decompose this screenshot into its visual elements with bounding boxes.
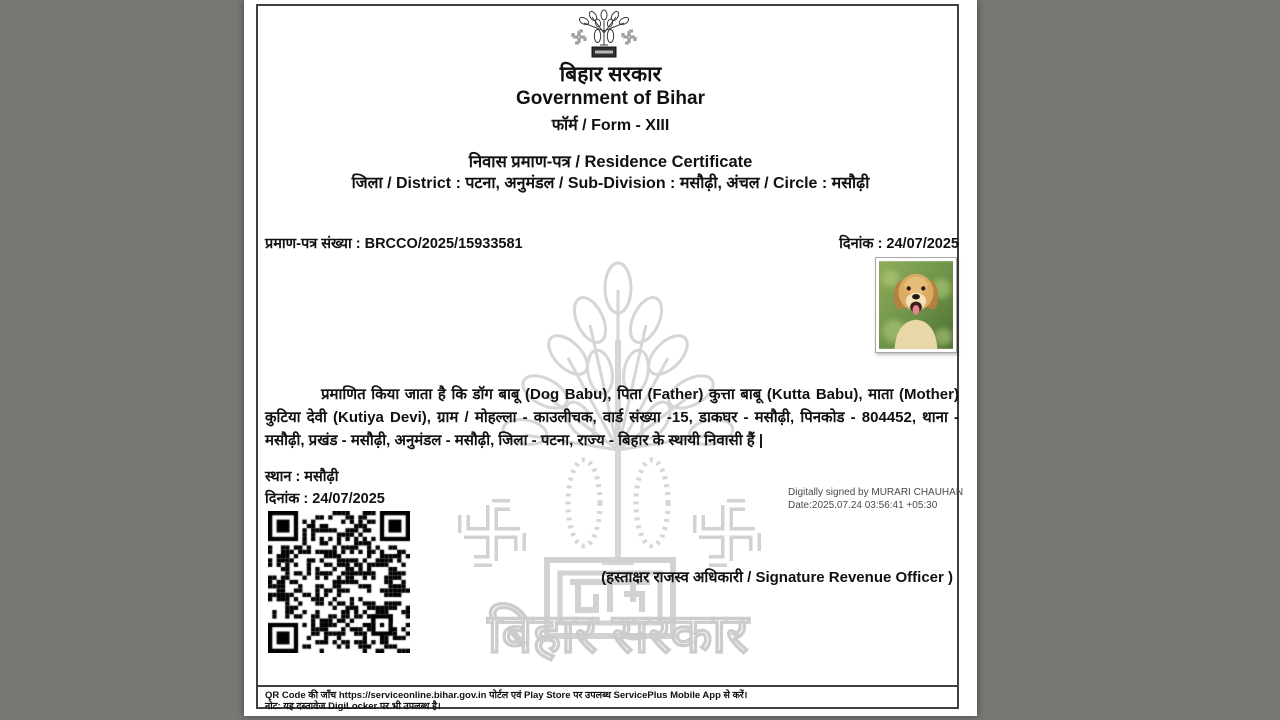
qr-code <box>268 511 410 653</box>
issue-date: दिनांक : 24/07/2025 <box>265 491 385 507</box>
digital-signature-line2: Date:2025.07.24 03:56:41 +05:30 <box>788 500 938 511</box>
footer-digilocker-note: नोट: यह दस्तावेज DigiLocker पर भी उपलब्ध है। <box>265 701 441 712</box>
emblem-plaque <box>592 47 616 57</box>
govt-title-english: Government of Bihar <box>516 88 705 109</box>
digital-signature-block <box>788 486 968 512</box>
certificate-date: दिनांक : 24/07/2025 <box>839 236 959 252</box>
footer-qr-note: QR Code की जाँच https://serviceonline.bihar.gov.in पोर्टल एवं Play Store पर उपलब्ध ServicePlus Mobile App से करें। <box>265 690 748 701</box>
applicant-photo <box>875 257 957 353</box>
govt-title-hindi: बिहार सरकार <box>559 63 662 86</box>
form-number-line: फॉर्म / Form - XIII <box>551 117 670 134</box>
dog-photo-image <box>879 261 953 349</box>
certificate-number: प्रमाण-पत्र संख्या : BRCCO/2025/15933581 <box>265 236 523 252</box>
district-line: जिला / District : पटना, अनुमंडल / Sub-Division : मसौढ़ी, अंचल / Circle : मसौढ़ी <box>351 175 870 192</box>
footer-divider <box>257 685 958 687</box>
bihar-emblem-icon <box>566 7 642 59</box>
emblem-swastika-right-icon <box>623 31 635 43</box>
certificate-page <box>244 0 977 716</box>
certificate-meta-row <box>265 233 959 253</box>
issue-place: स्थान : मसौढ़ी <box>265 469 339 485</box>
watermark-text: बिहार सरकार <box>487 604 749 664</box>
certificate-body-text: प्रमाणित किया जाता है कि डॉग बाबू (Dog Babu), पिता (Father) कुत्ता बाबू (Kutta Babu), माता (Mother) कुटिया देवी (Kutiya Devi), ग्राम / मोहल्ला - काउलीचक, वार्ड संख्या -15, डाकघर - मसौढ़ी, पिनकोड - 804452, थाना - मसौढ़ी, प्रखंड - मसौढ़ी, अनुमंडल - मसौढ़ी, जिला - पटना, राज्य - बिहार के स्थायी निवासी हैं | <box>265 386 959 449</box>
digital-signature-line1: Digitally signed by MURARI CHAUHAN <box>788 487 964 498</box>
signature-officer-label: (हस्ताक्षर राजस्व अधिकारी / Signature Revenue Officer ) <box>601 569 953 586</box>
emblem-swastika-left-icon <box>573 31 585 43</box>
certificate-title: निवास प्रमाण-पत्र / Residence Certificate <box>468 153 753 171</box>
